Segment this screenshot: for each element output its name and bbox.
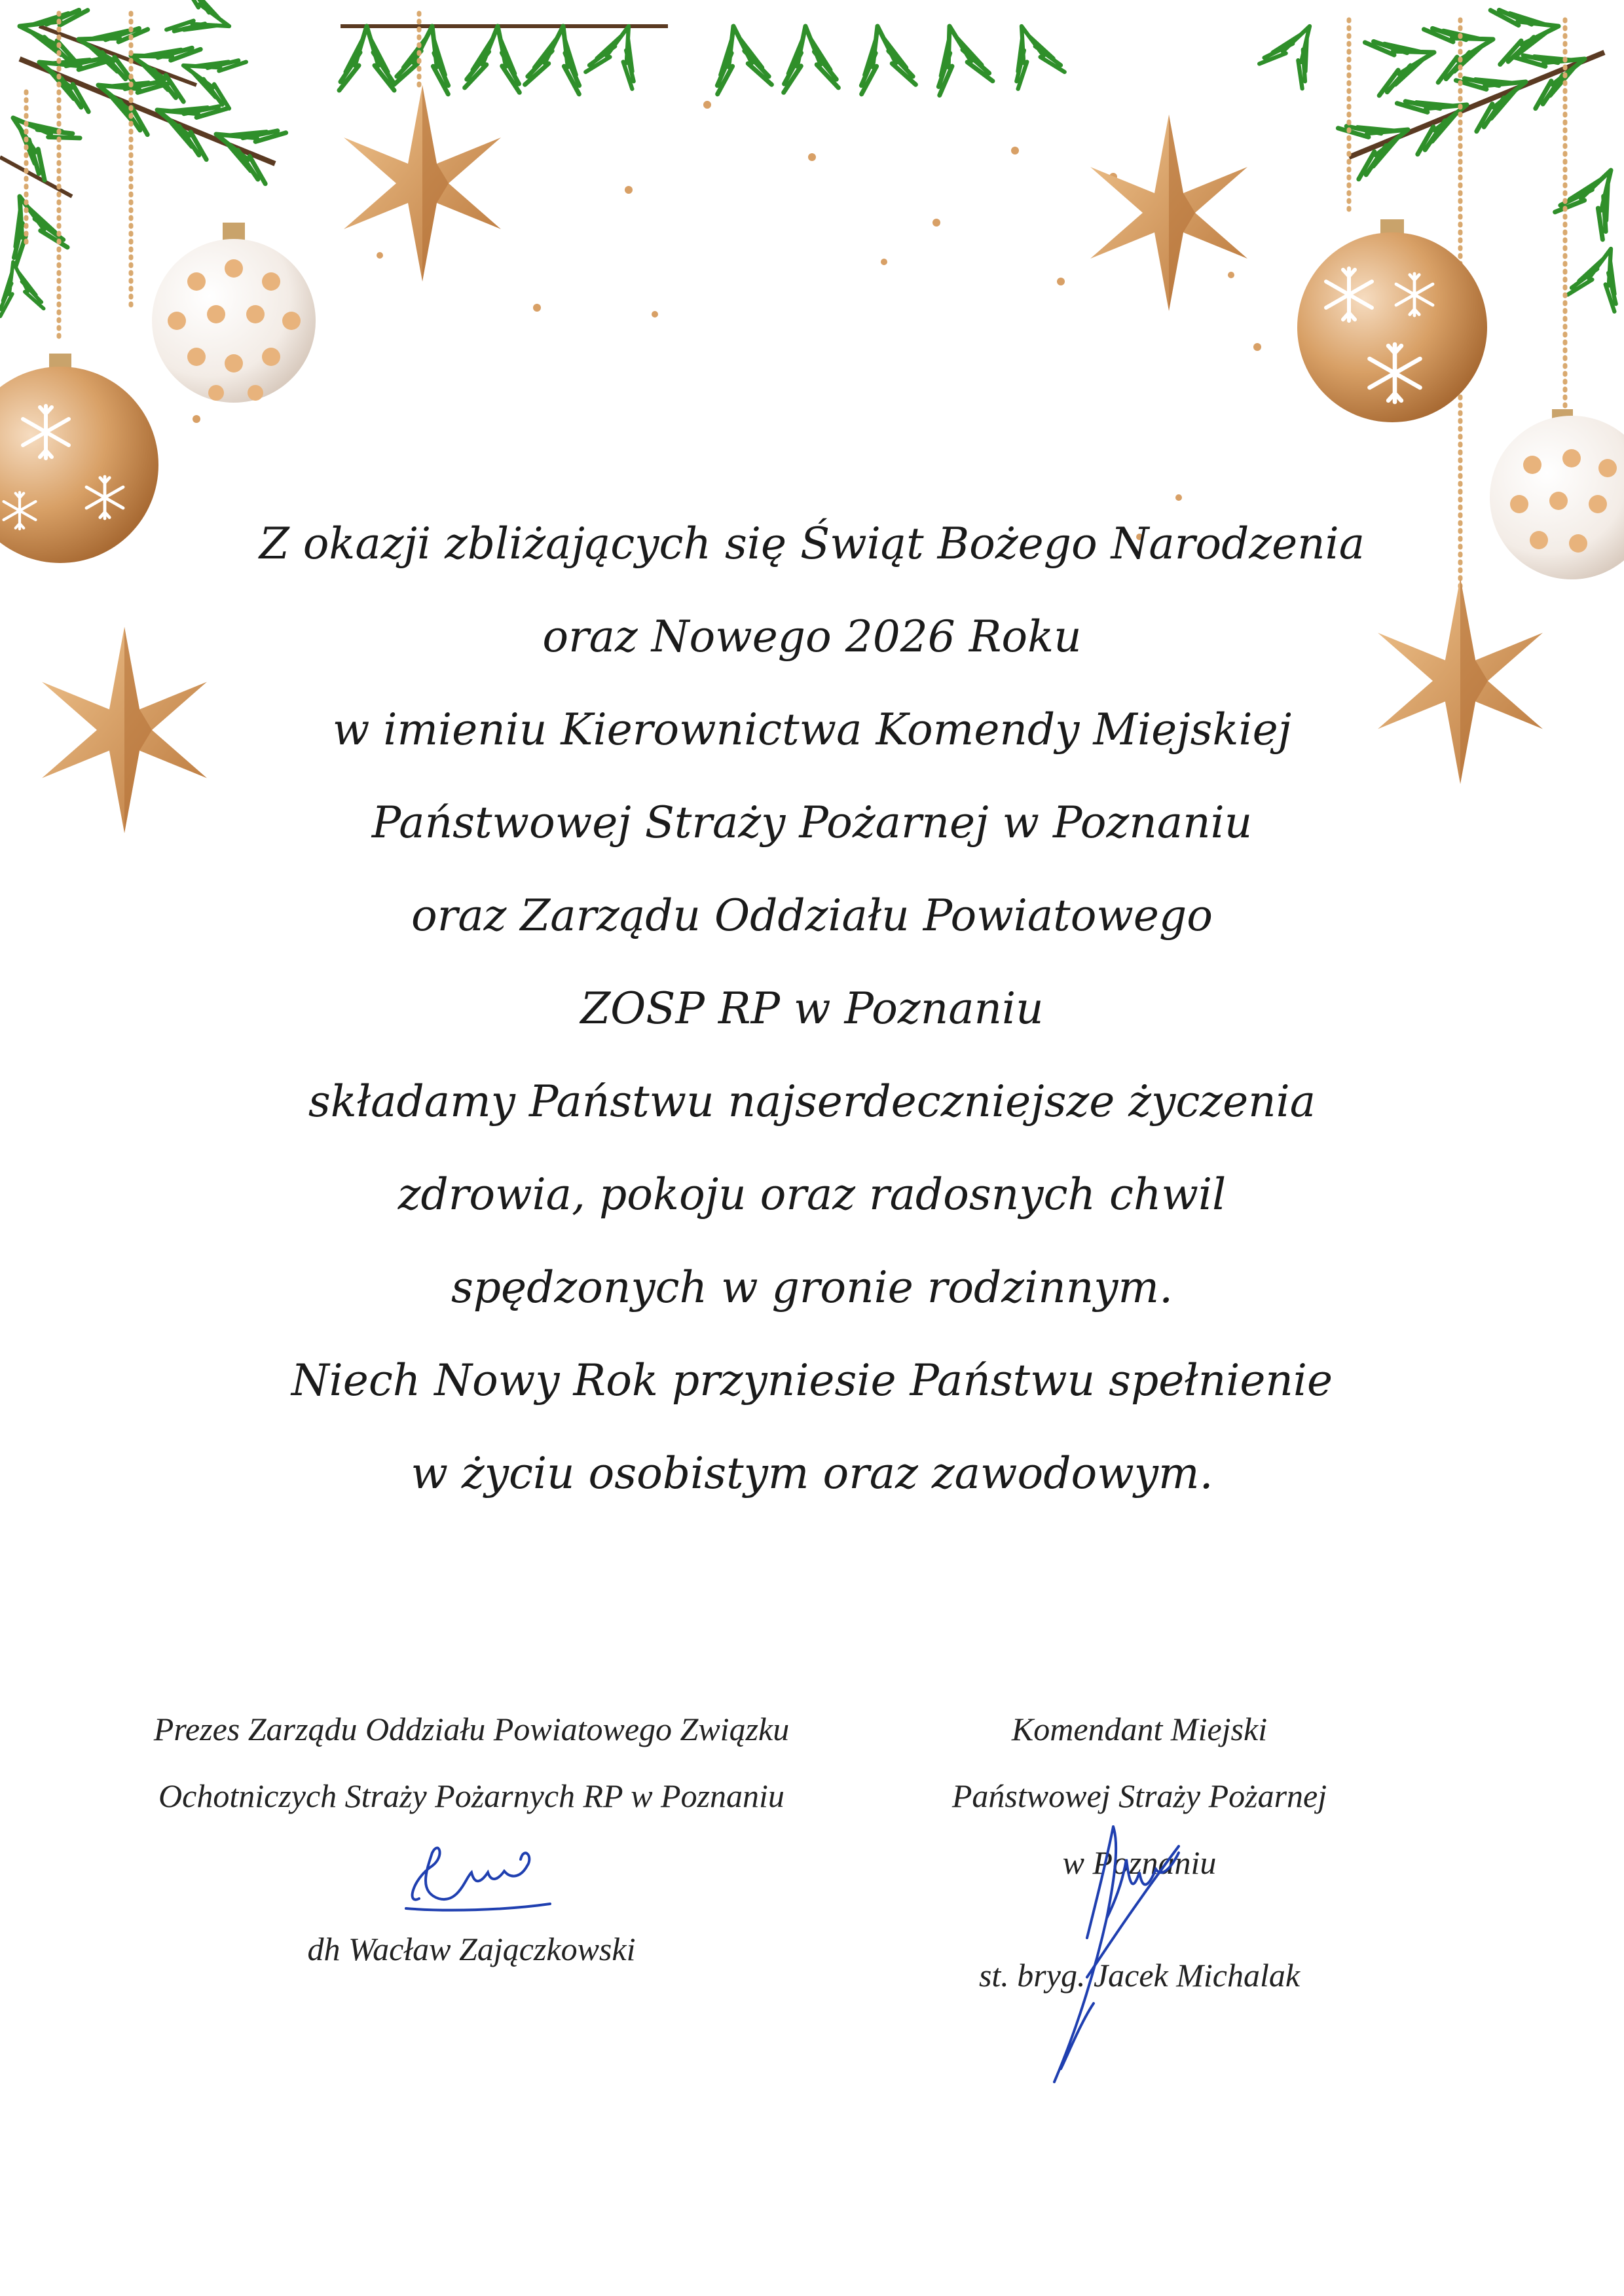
greeting-line: w imieniu Kierownictwa Komendy Miejskiej bbox=[332, 704, 1292, 755]
greeting-line: Niech Nowy Rok przyniesie Państwu spełnienie bbox=[291, 1355, 1333, 1406]
greeting-line: oraz Nowego 2026 Roku bbox=[542, 611, 1082, 662]
signer-title: Państwowej Straży Pożarnej bbox=[951, 1777, 1327, 1814]
greeting-line: Państwowej Straży Pożarnej w Poznaniu bbox=[371, 797, 1253, 848]
polka-dot-ornament-icon bbox=[152, 223, 316, 403]
gold-star-icon bbox=[1090, 115, 1247, 311]
greeting-line: Z okazji zbliżających się Świąt Bożego Narodzenia bbox=[259, 519, 1365, 569]
signer-title: Prezes Zarządu Oddziału Powiatowego Związku bbox=[153, 1711, 790, 1747]
greeting-line: ZOSP RP w Poznaniu bbox=[580, 983, 1044, 1034]
signer-name: dh Wacław Zajączkowski bbox=[307, 1931, 636, 1967]
signer-name: st. bryg. Jacek Michalak bbox=[978, 1957, 1301, 1994]
handwritten-signature-right bbox=[982, 1807, 1218, 2095]
signer-title: Ochotniczych Straży Pożarnych RP w Poznaniu bbox=[158, 1777, 784, 1814]
signer-title: w Poznaniu bbox=[1062, 1844, 1217, 1881]
greeting-line: zdrowia, pokoju oraz radosnych chwil bbox=[397, 1169, 1227, 1220]
gold-star-icon bbox=[344, 85, 501, 282]
greeting-line: oraz Zarządu Oddziału Powiatowego bbox=[411, 890, 1213, 941]
greeting-line: spędzonych w gronie rodzinnym. bbox=[451, 1262, 1173, 1313]
handwritten-signature-left bbox=[393, 1820, 563, 1925]
greeting-line: składamy Państwu najserdeczniejsze życzenia bbox=[308, 1076, 1316, 1127]
greeting-text bbox=[0, 498, 1624, 1520]
signer-title: Komendant Miejski bbox=[1011, 1711, 1268, 1747]
greeting-line: w życiu osobistym oraz zawodowym. bbox=[411, 1448, 1213, 1499]
pine-branch-icon bbox=[339, 18, 1065, 95]
